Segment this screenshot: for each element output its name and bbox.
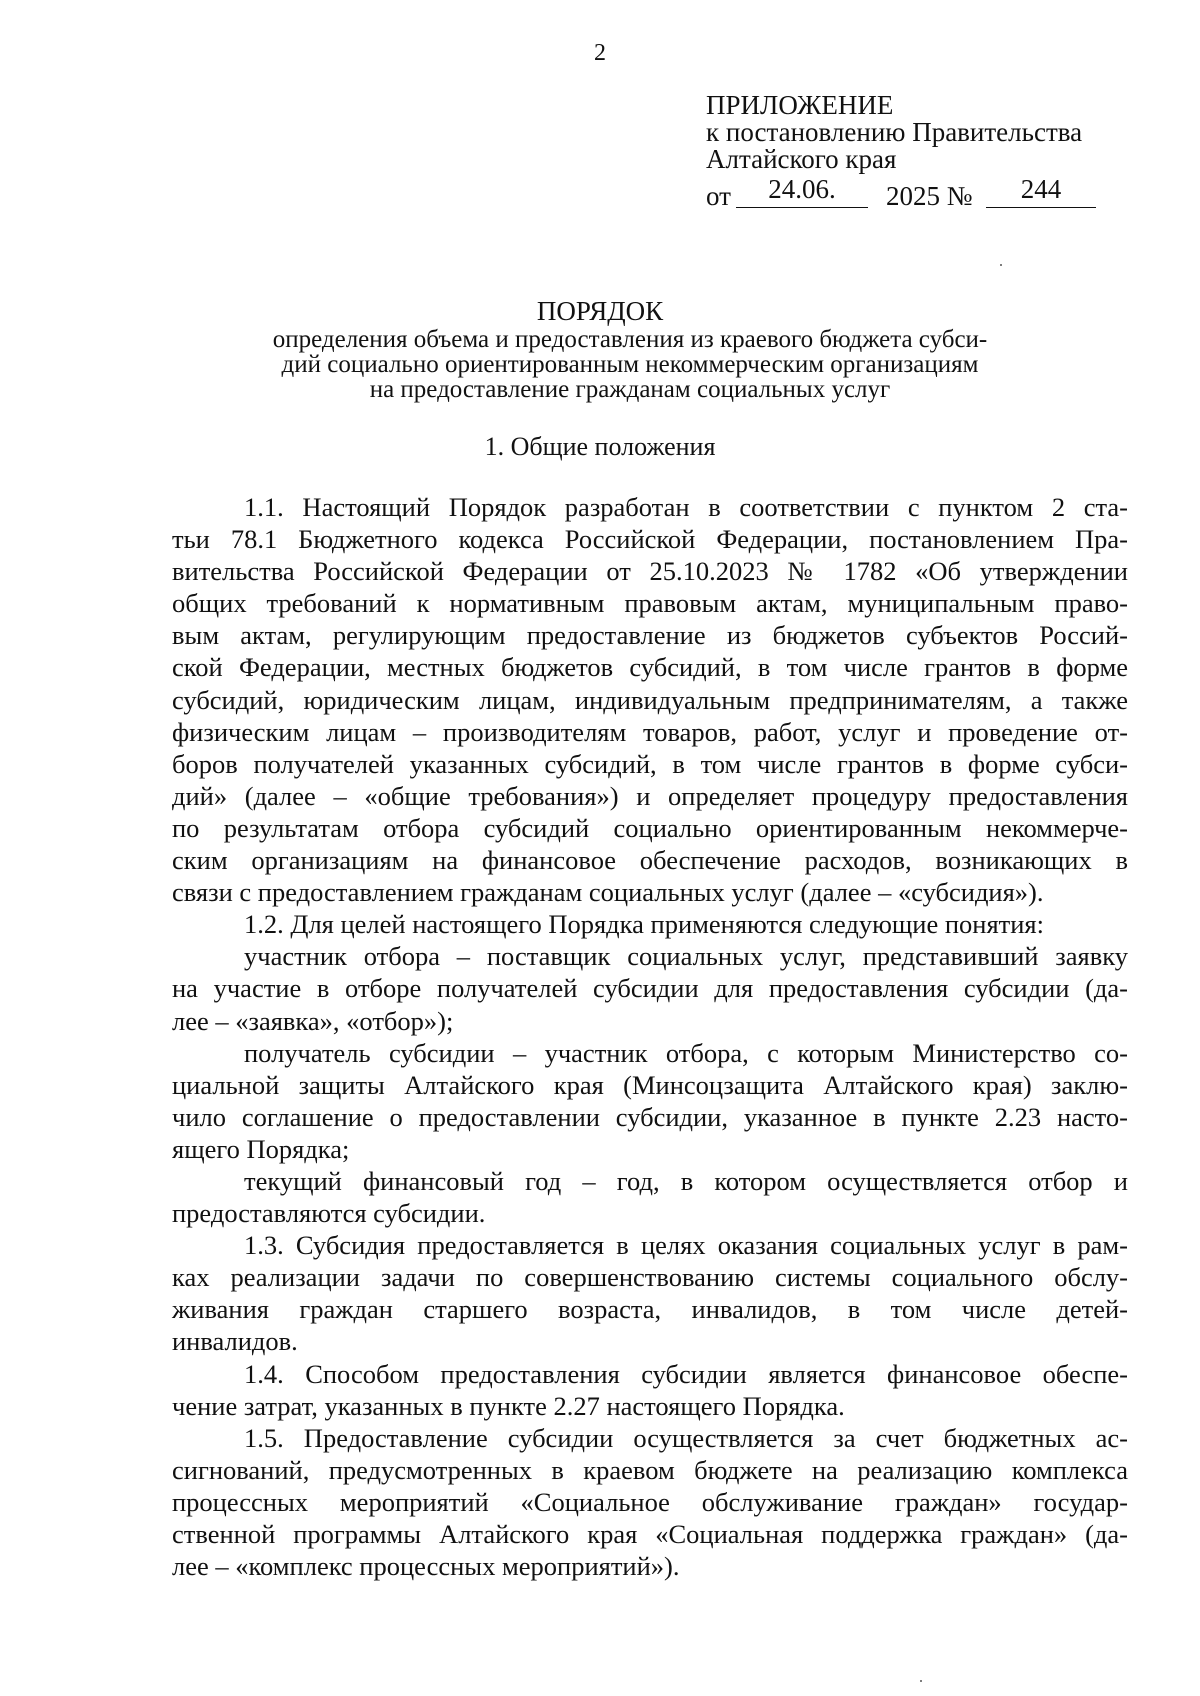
scan-speck (920, 1680, 922, 1682)
body-text-line: живания граждан старшего возраста, инвалидов, в том числе детей- (172, 1294, 1128, 1325)
body-text-line: 1.2. Для целей настоящего Порядка применяются следующие понятия: (244, 909, 1044, 940)
document-subtitle (220, 327, 1040, 402)
body-text-line: 1.5. Предоставление субсидии осуществляется за счет бюджетных ас- (244, 1422, 1128, 1453)
body-text-line: боров получателей указанных субсидий, в том числе грантов в форме субси- (172, 748, 1128, 779)
body-text-line: на участие в отборе получателей субсидии для предоставления субсидии (да- (172, 973, 1128, 1004)
body-text-line: циальной защиты Алтайского края (Минсоцзащита Алтайского края) заклю- (172, 1069, 1128, 1100)
body-text-line: 1.1. Настоящий Порядок разработан в соответствии с пунктом 2 ста- (244, 492, 1128, 522)
body-text-line: чило соглашение о предоставлении субсидии, указанное в пункте 2.23 насто- (172, 1101, 1128, 1132)
appendix-line-2: Алтайского края (706, 144, 897, 174)
body-text-line: вительства Российской Федерации от 25.10.2023 № 1782 «Об утверждении (172, 556, 1128, 587)
appendix-block (706, 92, 1126, 209)
body-text-line: ках реализации задачи по совершенствованию системы социального обслу- (172, 1262, 1128, 1293)
appendix-date: 24.06. (736, 177, 868, 208)
page-number: 2 (594, 40, 606, 66)
body-text-line: участник отбора – поставщик социальных услуг, представивший заявку (244, 941, 1128, 972)
appendix-date-prefix: от (706, 181, 731, 211)
body-text-line: сигнований, предусмотренных в краевом бюджете на реализацию комплекса (172, 1454, 1128, 1485)
body-text-line: связи с предоставлением гражданам социальных услуг (далее – «субсидия»). (172, 877, 1044, 908)
body-text-line: ским организациям на финансовое обеспечение расходов, возникающих в (172, 845, 1128, 876)
body-text-line: чение затрат, указанных в пункте 2.27 настоящего Порядка. (172, 1390, 845, 1421)
subtitle-line: дий социально ориентированным некоммерческим организациям (281, 351, 979, 378)
body-text-line: ящего Порядка; (172, 1133, 350, 1164)
body-text-line: дий» (далее – «общие требования») и определяет процедуру предоставления (172, 780, 1128, 811)
body-text-line: 1.4. Способом предоставления субсидии является финансовое обеспе- (244, 1358, 1128, 1389)
document-body (172, 491, 1128, 1582)
body-text-line: процессных мероприятий «Социальное обслуживание граждан» государ- (172, 1486, 1128, 1517)
body-text-line: общих требований к нормативным правовым актам, муниципальным право- (172, 588, 1128, 619)
body-text-line: лее – «комплекс процессных мероприятий»). (172, 1551, 680, 1582)
appendix-line-1: к постановлению Правительства (706, 117, 1083, 147)
scan-speck (1000, 264, 1002, 266)
appendix-year: 2025 № (886, 181, 973, 211)
body-text-line: по результатам отбора субсидий социально ориентированным некоммерче- (172, 812, 1128, 843)
subtitle-line: определения объема и предоставления из краевого бюджета субси- (272, 326, 988, 353)
body-text-line: физическим лицам – производителям товаров, работ, услуг и проведение от- (172, 716, 1128, 747)
body-text-line: 1.3. Субсидия предоставляется в целях оказания социальных услуг в рам- (244, 1230, 1128, 1261)
body-text-line: ской Федерации, местных бюджетов субсидий, в том числе грантов в форме (172, 652, 1128, 683)
appendix-date-line (706, 174, 1126, 211)
body-text-line: лее – «заявка», «отбор»); (172, 1005, 454, 1036)
subtitle-line: на предоставление гражданам социальных услуг (369, 376, 891, 403)
section-heading: 1. Общие положения (484, 432, 716, 461)
body-text-line: ственной программы Алтайского края «Социальная поддержка граждан» (да- (172, 1519, 1128, 1549)
body-text-line: субсидий, юридическим лицам, индивидуальным предпринимателям, а также (172, 684, 1128, 715)
document-title: ПОРЯДОК (536, 296, 664, 326)
appendix-title: ПРИЛОЖЕНИЕ (706, 90, 894, 120)
body-text-line: инвалидов. (172, 1326, 298, 1357)
appendix-number: 244 (986, 177, 1096, 208)
body-text-line: тьи 78.1 Бюджетного кодекса Российской Федерации, постановлением Пра- (172, 524, 1128, 555)
body-text-line: вым актам, регулирующим предоставление из бюджетов субъектов Россий- (172, 620, 1128, 651)
body-text-line: текущий финансовый год – год, в котором осуществляется отбор и (244, 1165, 1128, 1196)
body-text-line: предоставляются субсидии. (172, 1198, 486, 1229)
body-text-line: получатель субсидии – участник отбора, с которым Министерство со- (244, 1037, 1128, 1068)
